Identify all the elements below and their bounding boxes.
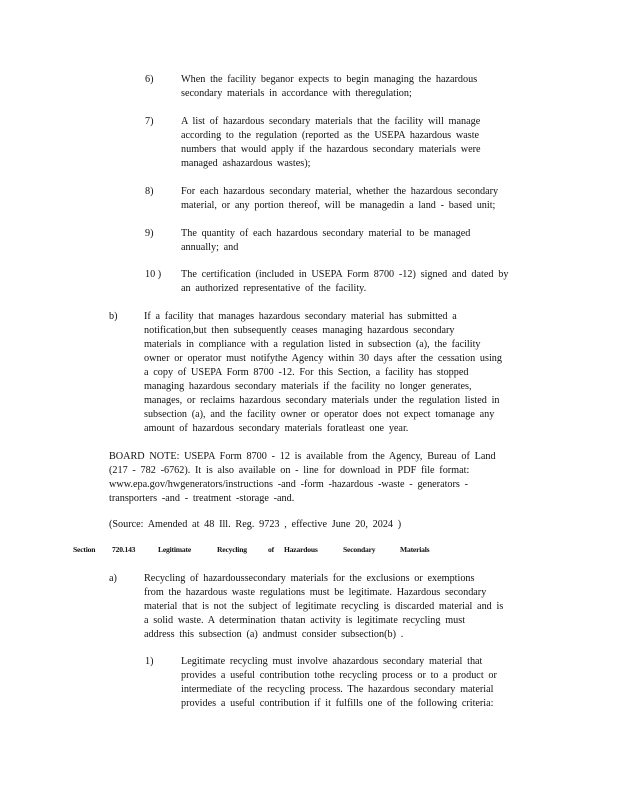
section-title-word: of (268, 545, 274, 554)
board-note-line: transporters -and - treatment -storage -and. (109, 493, 295, 504)
item-6-line: When the facility beganor expects to begin managing the hazardous (181, 74, 478, 85)
section-title-word: Recycling (217, 545, 247, 554)
list-marker-10: 10 ) (145, 269, 162, 280)
item-9-line: The quantity of each hazardous secondary material to be managed (181, 228, 471, 239)
section-title-word: Hazardous (284, 545, 318, 554)
board-note-line: www.epa.gov/hwgenerators/instructions -and -form -hazardous -waste - generators - (109, 479, 469, 490)
subsection-a-line: Recycling of hazardoussecondary materials for the exclusions or exemptions (144, 573, 475, 584)
subsection-b-line: notification,but then subsequently ceases managing hazardous secondary (144, 325, 455, 336)
subsection-a-line: from the hazardous waste regulations must be legitimate. Hazardous secondary (144, 587, 487, 598)
subsection-b-line: a copy of USEPA Form 8700 -12. For this Section, a facility has stopped (144, 367, 469, 378)
section-title-word: Materials (400, 545, 430, 554)
item-8-line: For each hazardous secondary material, whether the hazardous secondary (181, 186, 499, 197)
subsection-marker-a: a) (109, 573, 117, 584)
item-9-line: annually; and (181, 242, 239, 253)
list-marker-7: 7) (145, 116, 154, 127)
item-8-line: material, or any portion thereof, will be managedin a land - based unit; (181, 200, 496, 211)
subsection-a-line: address this subsection (a) andmust consider subsection(b) . (144, 629, 404, 640)
board-note-line: (217 - 782 -6762). It is also available on - line for download in PDF file format: (109, 465, 470, 476)
subsection-a-line: material that is not the subject of legitimate recycling is discarded material and is (144, 601, 504, 612)
item-10-line: The certification (included in USEPA Form 8700 -12) signed and dated by (181, 269, 509, 280)
item-a1-line: provides a useful contribution if it fulfills one of the following criteria: (181, 698, 494, 709)
item-7-line: managed ashazardous wastes); (181, 158, 311, 169)
subsection-marker-b: b) (109, 311, 118, 322)
list-marker-6: 6) (145, 74, 154, 85)
subsection-b-line: materials in compliance with a regulation listed in subsection (a), the facility (144, 339, 481, 350)
item-a1-line: provides a useful contribution tothe recycling process or to a product or (181, 670, 497, 681)
source-note: (Source: Amended at 48 Ill. Reg. 9723 , effective June 20, 2024 ) (109, 519, 402, 530)
subsection-b-line: subsection (a), and the facility owner or operator does not expect tomanage any (144, 409, 495, 420)
subsection-b-line: If a facility that manages hazardous secondary material has submitted a (144, 311, 457, 322)
board-note-line: BOARD NOTE: USEPA Form 8700 - 12 is available from the Agency, Bureau of Land (109, 451, 496, 462)
list-marker-9: 9) (145, 228, 154, 239)
item-7-line: numbers that would apply if the hazardous secondary materials were (181, 144, 481, 155)
item-7-line: according to the regulation (reported as the USEPA hazardous waste (181, 130, 480, 141)
subsection-b-line: owner or operator must notifythe Agency within 30 days after the cessation using (144, 353, 502, 364)
section-title-word: Legitimate (158, 545, 192, 554)
section-title-word: Secondary (343, 545, 376, 554)
subsection-b-line: manages, or reclaims hazardous secondary materials under the regulation listed in (144, 395, 500, 406)
subsection-a-line: a solid waste. A determination thatan activity is legitimate recycling must (144, 615, 466, 626)
list-marker-8: 8) (145, 186, 154, 197)
list-marker-a1: 1) (145, 656, 154, 667)
item-7-line: A list of hazardous secondary materials that the facility will manage (181, 116, 481, 127)
subsection-b-line: amount of hazardous secondary materials foratleast one year. (144, 423, 409, 434)
item-a1-line: intermediate of the recycling process. The hazardous secondary material (181, 684, 494, 695)
item-6-line: secondary materials in accordance with theregulation; (181, 88, 412, 99)
section-label: Section (73, 545, 96, 554)
item-10-line: an authorized representative of the facility. (181, 283, 367, 294)
item-a1-line: Legitimate recycling must involve ahazardous secondary material that (181, 656, 483, 667)
subsection-b-line: managing hazardous secondary materials if the facility no longer generates, (144, 381, 472, 392)
section-number: 720.143 (112, 545, 136, 554)
